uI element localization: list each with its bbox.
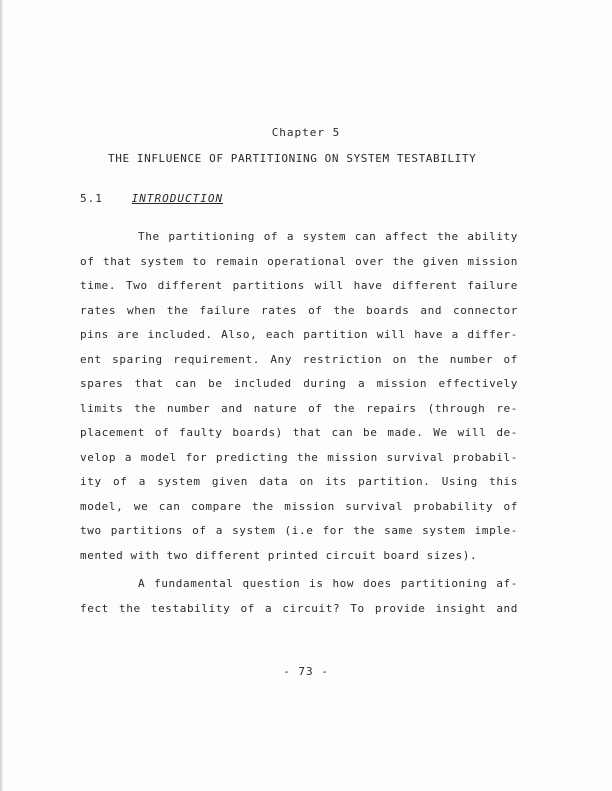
paragraph-line: fect the testability of a circuit? To provide insight and xyxy=(80,601,518,615)
paragraph-line: two partitions of a system (i.e for the same system imple- xyxy=(80,524,518,537)
paragraph-2 xyxy=(80,572,518,621)
paragraph-line: mented with two different printed circuit board sizes). xyxy=(80,548,478,562)
paragraph-line: of that system to remain operational over the given mission xyxy=(80,254,518,268)
paragraph-line: The partitioning of a system can affect the ability xyxy=(138,230,518,243)
paragraph-line: spares that can be included during a mission effectively xyxy=(80,377,518,390)
paragraph-1 xyxy=(80,225,518,568)
section-title: INTRODUCTION xyxy=(131,192,224,205)
page-number: - 73 - xyxy=(283,665,329,678)
paragraph-line: pins are included. Also, each partition will have a differ- xyxy=(80,328,518,341)
chapter-label: Chapter 5 xyxy=(271,126,341,139)
paragraph-line: time. Two different partitions will have different failure xyxy=(80,279,518,292)
paragraph-line: limits the number and nature of the repairs (through re- xyxy=(80,401,518,415)
paragraph-line: model, we can compare the mission survival probability of xyxy=(80,499,518,513)
paragraph-line: A fundamental question is how does partitioning af- xyxy=(138,577,518,590)
paragraph-line: rates when the failure rates of the boards and connector xyxy=(80,303,518,317)
section-heading xyxy=(80,192,223,205)
paragraph-line: ity of a system given data on its partition. Using this xyxy=(80,475,518,488)
paragraph-line: ent sparing requirement. Any restriction on the number of xyxy=(80,352,518,366)
paragraph-line: velop a model for predicting the mission survival probabil- xyxy=(80,450,518,464)
paragraph-line: placement of faulty boards) that can be made. We will de- xyxy=(80,426,518,439)
chapter-title: THE INFLUENCE OF PARTITIONING ON SYSTEM TESTABILITY xyxy=(108,152,477,165)
section-number: 5.1 xyxy=(80,192,103,205)
